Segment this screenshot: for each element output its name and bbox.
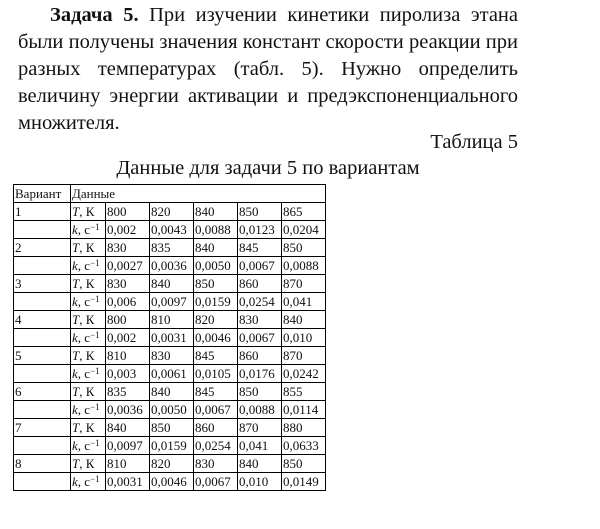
rate-constant-value: 0,010 <box>282 329 326 347</box>
variant-cell <box>14 365 71 383</box>
symbol: k <box>72 437 78 453</box>
temperature-row <box>14 455 326 473</box>
temperature-value: 830 <box>106 275 150 293</box>
unit: , с <box>77 365 91 381</box>
temperature-value: 830 <box>106 239 150 257</box>
problem-statement <box>18 2 518 137</box>
rate-constant-value: 0,0046 <box>150 473 194 491</box>
rate-constant-label <box>71 365 106 383</box>
temperature-row <box>14 347 326 365</box>
rate-constant-value: 0,0105 <box>194 365 238 383</box>
rate-constant-row <box>14 221 326 239</box>
temperature-value: 870 <box>238 419 282 437</box>
temperature-label <box>71 275 106 293</box>
variant-cell <box>14 437 71 455</box>
temperature-value: 865 <box>282 203 326 221</box>
rate-constant-value: 0,0036 <box>106 401 150 419</box>
problem-text: При изучении кинетики пиролиза этана были получены значения констант скорости реакции при разных температурах (табл. 5). Нужно определить величину энергии активации и предэкспоненциального множителя. <box>18 4 518 134</box>
temperature-label <box>71 239 106 257</box>
unit: , с <box>77 401 91 417</box>
rate-constant-value: 0,002 <box>106 221 150 239</box>
unit: , К <box>79 203 95 219</box>
symbol: T <box>72 203 80 219</box>
temperature-value: 840 <box>106 419 150 437</box>
symbol: k <box>72 473 78 489</box>
rate-constant-value: 0,0061 <box>150 365 194 383</box>
temperature-value: 850 <box>238 203 282 221</box>
unit: , с <box>77 437 91 453</box>
unit-exponent: −1 <box>90 221 100 232</box>
unit: , К <box>79 275 95 291</box>
temperature-row <box>14 203 326 221</box>
rate-constant-value: 0,0159 <box>150 437 194 455</box>
temperature-row <box>14 311 326 329</box>
rate-constant-value: 0,0204 <box>282 221 326 239</box>
variant-cell <box>14 329 71 347</box>
rate-constant-label <box>71 329 106 347</box>
unit-exponent: −1 <box>90 401 100 412</box>
rate-constant-value: 0,0067 <box>238 257 282 275</box>
rate-constant-row <box>14 293 326 311</box>
temperature-label <box>71 455 106 473</box>
unit: , с <box>77 329 91 345</box>
temperature-value: 880 <box>282 419 326 437</box>
rate-constant-value: 0,0254 <box>194 437 238 455</box>
temperature-row <box>14 383 326 401</box>
temperature-value: 850 <box>150 419 194 437</box>
rate-constant-value: 0,0050 <box>194 257 238 275</box>
temperature-value: 830 <box>194 455 238 473</box>
rate-constant-row <box>14 329 326 347</box>
unit-exponent: −1 <box>90 365 100 376</box>
unit-exponent: −1 <box>90 437 100 448</box>
unit: , К <box>79 383 95 399</box>
temperature-value: 850 <box>282 455 326 473</box>
rate-constant-row <box>14 437 326 455</box>
rate-constant-value: 0,041 <box>238 437 282 455</box>
rate-constant-value: 0,041 <box>282 293 326 311</box>
variant-cell <box>14 293 71 311</box>
rate-constant-value: 0,0031 <box>150 329 194 347</box>
symbol: k <box>72 257 78 273</box>
variant-cell: 8 <box>14 455 71 473</box>
rate-constant-value: 0,0097 <box>150 293 194 311</box>
unit: , К <box>79 419 95 435</box>
unit: , К <box>79 311 95 327</box>
rate-constant-row <box>14 365 326 383</box>
data-table <box>13 184 326 491</box>
unit: , с <box>77 257 91 273</box>
symbol: T <box>72 347 80 363</box>
temperature-value: 845 <box>238 239 282 257</box>
unit-exponent: −1 <box>90 473 100 484</box>
unit: , с <box>77 221 91 237</box>
variant-cell <box>14 221 71 239</box>
temperature-value: 810 <box>106 455 150 473</box>
unit: , К <box>79 455 95 471</box>
rate-constant-row <box>14 473 326 491</box>
data-table-body <box>14 185 326 491</box>
temperature-value: 850 <box>238 383 282 401</box>
rate-constant-value: 0,0633 <box>282 437 326 455</box>
symbol: T <box>72 311 80 327</box>
temperature-value: 810 <box>150 311 194 329</box>
temperature-value: 850 <box>282 239 326 257</box>
temperature-label <box>71 347 106 365</box>
rate-constant-value: 0,0088 <box>238 401 282 419</box>
temperature-value: 850 <box>194 275 238 293</box>
symbol: T <box>72 419 80 435</box>
temperature-value: 840 <box>150 383 194 401</box>
unit: , с <box>77 293 91 309</box>
symbol: k <box>72 329 78 345</box>
variant-cell: 1 <box>14 203 71 221</box>
temperature-value: 855 <box>282 383 326 401</box>
table-header-row <box>14 185 326 203</box>
rate-constant-value: 0,0036 <box>150 257 194 275</box>
unit-exponent: −1 <box>90 293 100 304</box>
temperature-row <box>14 275 326 293</box>
temperature-value: 800 <box>106 311 150 329</box>
symbol: k <box>72 401 78 417</box>
temperature-value: 830 <box>238 311 282 329</box>
temperature-row <box>14 419 326 437</box>
temperature-label <box>71 311 106 329</box>
unit: , К <box>79 347 95 363</box>
symbol: k <box>72 365 78 381</box>
unit-exponent: −1 <box>90 329 100 340</box>
symbol: T <box>72 239 80 255</box>
variant-cell: 7 <box>14 419 71 437</box>
rate-constant-value: 0,0176 <box>238 365 282 383</box>
temperature-value: 840 <box>194 203 238 221</box>
rate-constant-value: 0,0046 <box>194 329 238 347</box>
temperature-value: 840 <box>194 239 238 257</box>
variant-cell <box>14 401 71 419</box>
temperature-value: 840 <box>238 455 282 473</box>
rate-constant-value: 0,0043 <box>150 221 194 239</box>
rate-constant-value: 0,0254 <box>238 293 282 311</box>
temperature-value: 845 <box>194 347 238 365</box>
rate-constant-row <box>14 401 326 419</box>
rate-constant-value: 0,0050 <box>150 401 194 419</box>
temperature-label <box>71 383 106 401</box>
symbol: k <box>72 293 78 309</box>
symbol: T <box>72 275 80 291</box>
header-data: Данные <box>71 185 326 203</box>
rate-constant-value: 0,0088 <box>282 257 326 275</box>
symbol: k <box>72 221 78 237</box>
rate-constant-value: 0,0067 <box>194 401 238 419</box>
symbol: T <box>72 455 80 471</box>
rate-constant-label <box>71 221 106 239</box>
rate-constant-value: 0,0242 <box>282 365 326 383</box>
temperature-value: 840 <box>282 311 326 329</box>
rate-constant-label <box>71 257 106 275</box>
rate-constant-value: 0,0067 <box>194 473 238 491</box>
rate-constant-value: 0,0114 <box>282 401 326 419</box>
rate-constant-value: 0,0031 <box>106 473 150 491</box>
variant-cell: 2 <box>14 239 71 257</box>
variant-cell: 6 <box>14 383 71 401</box>
temperature-label <box>71 419 106 437</box>
rate-constant-value: 0,0088 <box>194 221 238 239</box>
rate-constant-value: 0,002 <box>106 329 150 347</box>
temperature-value: 860 <box>238 347 282 365</box>
header-variant: Вариант <box>14 185 71 203</box>
rate-constant-label <box>71 437 106 455</box>
temperature-label <box>71 203 106 221</box>
temperature-value: 835 <box>150 239 194 257</box>
variant-cell <box>14 473 71 491</box>
rate-constant-value: 0,0123 <box>238 221 282 239</box>
rate-constant-row <box>14 257 326 275</box>
temperature-value: 860 <box>194 419 238 437</box>
variant-cell: 3 <box>14 275 71 293</box>
temperature-value: 870 <box>282 275 326 293</box>
unit: , К <box>79 239 95 255</box>
table-caption: Данные для задачи 5 по вариантам <box>116 157 420 179</box>
symbol: T <box>72 383 80 399</box>
temperature-value: 870 <box>282 347 326 365</box>
temperature-value: 835 <box>106 383 150 401</box>
temperature-value: 860 <box>238 275 282 293</box>
temperature-value: 820 <box>194 311 238 329</box>
unit-exponent: −1 <box>90 257 100 268</box>
temperature-row <box>14 239 326 257</box>
rate-constant-label <box>71 293 106 311</box>
rate-constant-value: 0,010 <box>238 473 282 491</box>
variant-cell: 4 <box>14 311 71 329</box>
temperature-value: 830 <box>150 347 194 365</box>
rate-constant-value: 0,0097 <box>106 437 150 455</box>
table-number: Таблица 5 <box>430 131 518 153</box>
rate-constant-value: 0,0149 <box>282 473 326 491</box>
rate-constant-value: 0,006 <box>106 293 150 311</box>
temperature-value: 810 <box>106 347 150 365</box>
temperature-value: 820 <box>150 203 194 221</box>
rate-constant-value: 0,003 <box>106 365 150 383</box>
problem-title: Задача 5. <box>50 4 139 26</box>
rate-constant-value: 0,0067 <box>238 329 282 347</box>
rate-constant-label <box>71 473 106 491</box>
temperature-value: 840 <box>150 275 194 293</box>
unit: , с <box>77 473 91 489</box>
temperature-value: 800 <box>106 203 150 221</box>
temperature-value: 820 <box>150 455 194 473</box>
variant-cell <box>14 257 71 275</box>
temperature-value: 845 <box>194 383 238 401</box>
rate-constant-value: 0,0159 <box>194 293 238 311</box>
variant-cell: 5 <box>14 347 71 365</box>
rate-constant-value: 0,0027 <box>106 257 150 275</box>
rate-constant-label <box>71 401 106 419</box>
